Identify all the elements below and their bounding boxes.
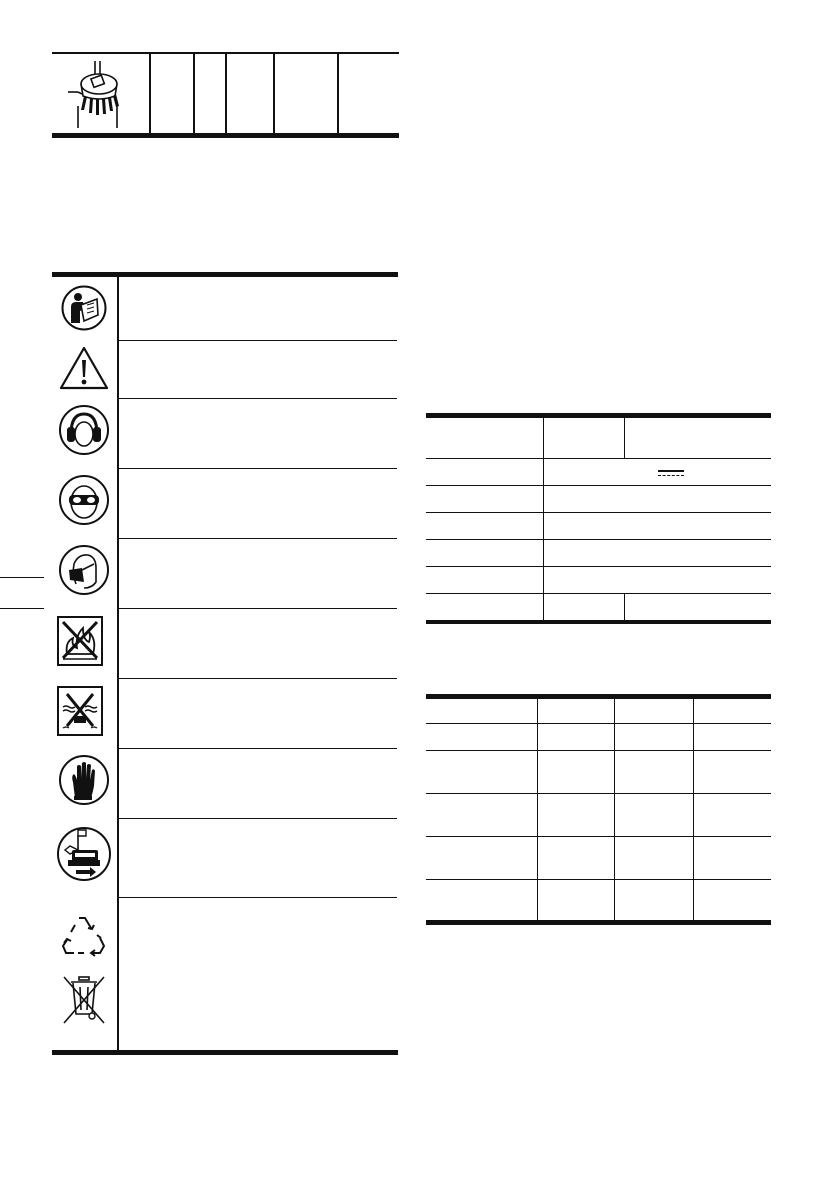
dc-current-icon	[658, 470, 684, 478]
margin-tick	[0, 577, 44, 578]
tech-table-divider	[624, 418, 625, 458]
noise-table-row-separator	[426, 723, 771, 724]
symbols-row-separator	[119, 538, 397, 539]
top-table-bottom-rule	[52, 133, 399, 138]
read-manual-icon	[61, 285, 107, 331]
tech-table-top-rule	[426, 413, 771, 418]
noise-table-divider	[537, 699, 538, 920]
noise-table-divider	[614, 699, 615, 920]
tech-table-divider	[624, 594, 625, 620]
symbols-row-separator	[119, 818, 397, 819]
symbols-table-bottom-rule	[52, 1050, 398, 1055]
margin-tick	[0, 608, 44, 609]
no-water-icon	[57, 686, 103, 736]
noise-table-bottom-rule	[426, 920, 771, 925]
symbols-row-separator	[119, 748, 397, 749]
top-table-divider	[225, 54, 227, 133]
symbols-row-separator	[119, 678, 397, 679]
tech-table-row-separator	[426, 539, 771, 540]
top-table-divider	[149, 54, 151, 133]
symbols-table-top-rule	[52, 272, 398, 277]
cup-brush-icon	[62, 58, 128, 130]
top-table-divider	[273, 54, 275, 133]
symbols-row-separator	[119, 340, 397, 341]
tech-table-divider	[543, 418, 544, 620]
noise-table-row-separator	[426, 793, 771, 794]
battery-removal-icon	[56, 826, 112, 882]
symbols-row-separator	[119, 608, 397, 609]
gloves-icon	[58, 754, 110, 806]
crossed-bin-icon	[60, 974, 108, 1026]
tech-table-row-separator	[426, 512, 771, 513]
top-table-divider	[193, 54, 195, 133]
symbols-row-separator	[119, 897, 397, 898]
dust-mask-icon	[58, 544, 110, 596]
warning-triangle-icon	[58, 345, 110, 391]
no-fire-icon	[57, 616, 103, 666]
symbols-row-separator	[119, 398, 397, 399]
tech-table-bottom-rule	[426, 620, 771, 624]
tech-table-row-separator	[426, 458, 771, 459]
ear-protection-icon	[58, 404, 110, 456]
symbols-row-separator	[119, 468, 397, 469]
symbols-table-column-divider	[117, 277, 119, 1050]
recycling-icon	[60, 912, 108, 960]
noise-table-row-separator	[426, 836, 771, 837]
noise-table-row-separator	[426, 879, 771, 880]
tech-table-row-separator	[426, 485, 771, 486]
top-table-divider	[337, 54, 339, 133]
noise-table-divider	[693, 699, 694, 920]
eye-protection-icon	[58, 474, 110, 526]
tech-table-row-separator	[426, 566, 771, 567]
noise-table-row-separator	[426, 750, 771, 751]
noise-table-top-rule	[426, 694, 771, 699]
tech-table-row-separator	[426, 593, 771, 594]
